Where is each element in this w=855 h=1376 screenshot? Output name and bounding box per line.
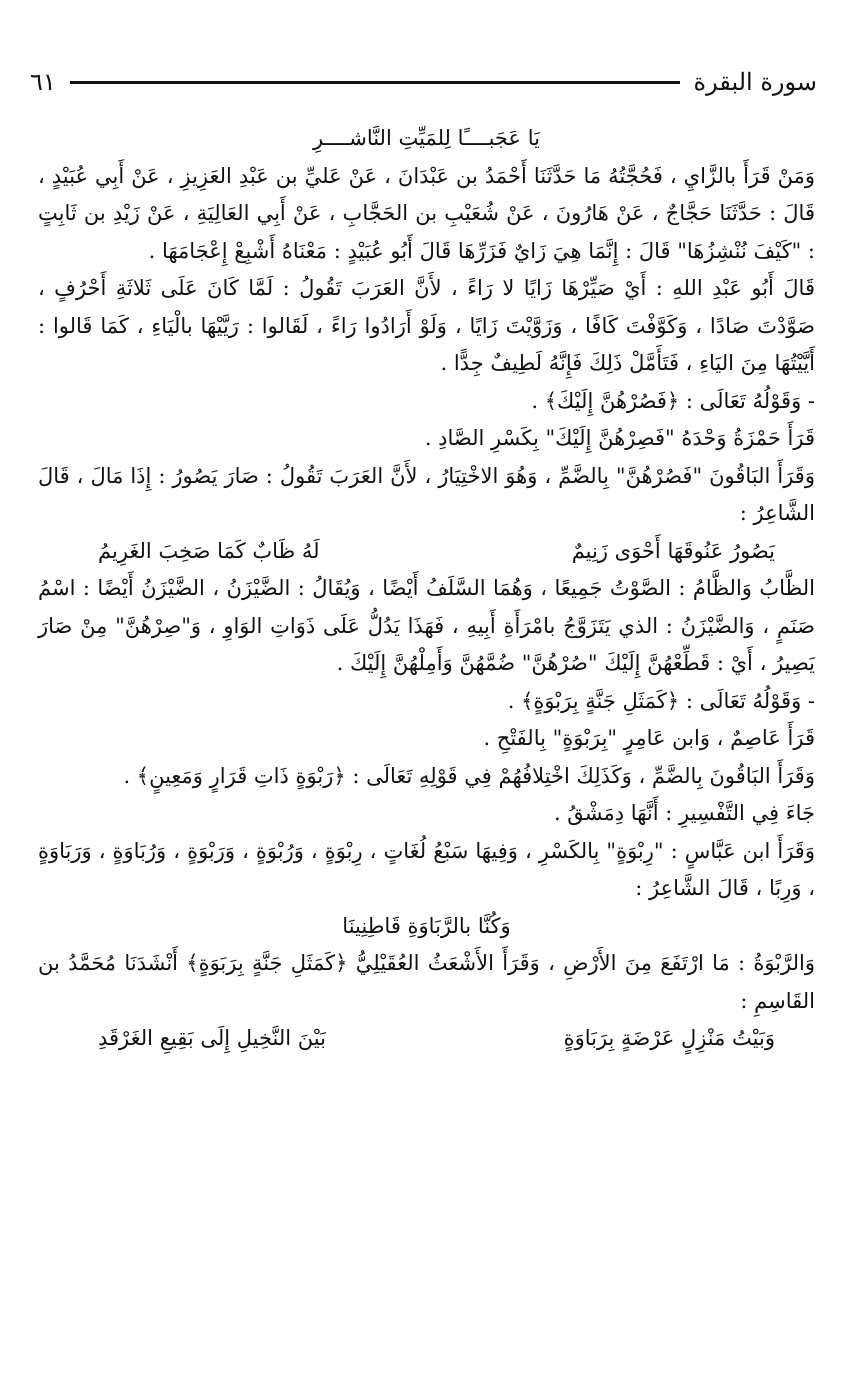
paragraph: قَالَ أَبُو عَبْدِ اللهِ : أَيْ صَيِّرْهَا زَايًا لا رَاءً ، لأَنَّ العَرَبَ تَقُولُ : لَمَّا كَانَ عَلَى ثَلاثَةِ أَحْرُفٍ ، صَوَّدْتَ صَادًا ، وَكَوَّفْتَ كَافًا ، وَزَوَّيْتَ زَايًا ، وَلَوْ أَرَادُوا رَاءً ، لَقَالوا : رَيَّيْهَا بالْيَاءِ ، كَمَا قَالوا : أَيَّيْتُهَا مِنَ اليَاءِ ، فَتَأَمَّلْ ذَلِكَ فَإِنَّهُ لَطِيفٌ جِدًّا . — [38, 276, 815, 375]
paragraph: وَمَنْ قَرَأَ بالزَّايِ ، فَحُجَّتُهُ مَا حَدَّثَنَا أَحْمَدُ بن عَبْدَانَ ، عَنْ عَليِّ بن عَبْدِ العَزِيزِ ، عَنْ أَبِي عُبَيْدٍ ، قَالَ : حَدَّثَنَا حَجَّاجٌ ، عَنْ هَارُونَ ، عَنْ شُعَيْبِ بن الحَجَّابِ ، عَنْ أَبِي العَالِيَةِ ، عَنْ زَيْدِ بن ثَابِتٍ : "كَيْفَ نُنْشِزُهَا" قَالَ : إِنَّمَا هِيَ زَايٌ فَزَرِّهَا قَالَ أَبُو عُبَيْدٍ : مَعْنَاهُ أَشْبِعْ إِعْجَامَهَا . — [38, 163, 815, 263]
centered-line: وَكُنَّا بالرَّبَاوَةِ قَاطِنِينَا — [342, 913, 511, 938]
header-rule — [70, 81, 680, 84]
paragraph: قَرَأَ عَاصِمٌ ، وَابن عَامِرٍ "بِرَبْوَةٍ" بِالفَتْحِ . — [483, 726, 815, 750]
poetry-verse — [38, 1020, 815, 1058]
poetry-verse — [38, 533, 815, 571]
paragraph: - وَقَوْلُهُ تَعَالَى : ﴿كَمَثَلِ جَنَّةٍ بِرَبْوَةٍ﴾ . — [507, 688, 815, 713]
verse-first-hemistich: وَبَيْتُ مَنْزِلٍ عَرْضَةٍ بِرَبَاوَةٍ — [563, 1026, 775, 1050]
paragraph: وَقَرَأَ البَاقُونَ "فَصُرْهُنَّ" بِالضَّمِّ ، وَهُوَ الاخْتِيَارُ ، لأَنَّ العَرَبَ تَقُولُ : صَارَ يَصُورُ : إِذَا مَالَ ، قَالَ الشَّاعِرُ : — [38, 463, 815, 525]
paragraph: جَاءَ فِي التَّفْسِيرِ : أَنَّهَا دِمَشْقُ . — [553, 801, 815, 825]
page-number: ٦١ — [30, 68, 56, 96]
paragraph: الظَّابُ وَالظَّامُ : الصَّوْتُ جَمِيعًا ، وَهُمَا السَّلَفُ أَيْضًا ، وَيُقَالُ : الضَّيْزَنُ ، الضَّيْزَنُ أَيْضًا : اسْمُ صَنَمٍ ، وَالضَّيْزَنُ : الذي يَتَزَوَّجُ بامْرَأَةِ أَبِيهِ ، فَهَذَا يَدُلُّ عَلَى ذَوَاتِ الوَاوِ ، وَ"صِرْهُنَّ" مِنْ صَارَ يَصِيرُ ، أَيْ : قَطِّعْهُنَّ إِلَيْكَ "صُرْهُنَّ" ضُمَّهُنَّ وَأَمِلْهُنَّ إِلَيْكَ . — [38, 576, 815, 675]
page-header — [30, 62, 817, 102]
verse-first-hemistich: يَصُورُ عَنُوقَهَا أَحْوَى زَنِيمٌ — [571, 538, 775, 563]
paragraph: - وَقَوْلُهُ تَعَالَى : ﴿فَصُرْهُنَّ إِلَيْكَ﴾ . — [531, 388, 815, 413]
paragraph: قَرَأَ حَمْزَةُ وَحْدَهُ "فَصِرْهُنَّ إِلَيْكَ" بِكَسْرِ الصَّادِ . — [424, 426, 815, 450]
paragraph: وَقَرَأَ البَاقُونَ بِالضَّمِّ ، وَكَذَلِكَ اخْتِلافُهُمْ فِي قَوْلِهِ تَعَالَى : ﴿رَبْوَةٍ ذَاتِ قَرَارٍ وَمَعِينٍ﴾ . — [123, 763, 815, 788]
centered-line: يَا عَجَبــــًا لِلمَيِّتِ النَّاشــــرِ — [313, 126, 540, 150]
paragraph: وَقَرَأَ ابن عَبَّاسٍ : "رِبْوَةٍ" بِالكَسْرِ ، وَفِيهَا سَبْعُ لُغَاتٍ ، رِبْوَةٍ ، وَرُبْوَةٍ ، وَرَبْوَةٍ ، وَرُبَاوَةٍ ، وَرَبَاوَةٍ ، وَرِبًا ، قَالَ الشَّاعِرُ : — [38, 838, 815, 900]
surah-title: سورة البقرة — [693, 68, 817, 96]
paragraph: وَالرَّبْوَةُ : مَا ارْتَفَعَ مِنَ الأَرْضِ ، وَقَرَأَ الأَشْعَثُ العُقَيْلِيُّ ﴿كَمَثَلِ جَنَّةٍ بِرَبَوَةٍ﴾ أَنْشَدَنَا مُحَمَّدُ بن القَاسِمِ : — [38, 951, 815, 1013]
verse-second-hemistich: لَهُ ظَابٌ كَمَا صَخِبَ الغَرِيمُ — [98, 538, 320, 563]
page-body — [38, 120, 815, 1058]
verse-second-hemistich: بَيْنَ النَّخِيلِ إِلَى بَقِيعِ الغَرْقَدِ — [98, 1026, 326, 1050]
